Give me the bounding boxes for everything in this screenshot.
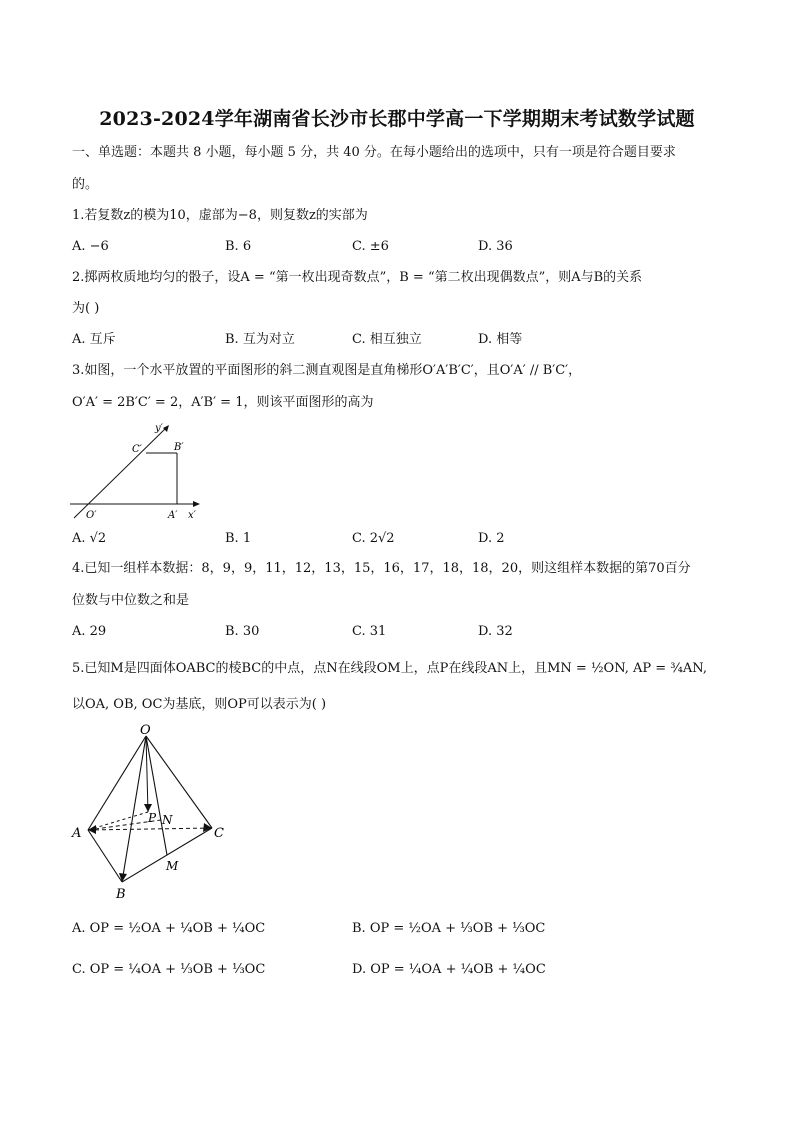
q5-option-b: B. OP = ½OA + ⅓OB + ⅓OC [352, 921, 546, 936]
q5-option-a: A. OP = ½OA + ¼OB + ¼OC [72, 921, 266, 936]
q4-option-b: B. 30 [225, 624, 260, 639]
q5-stem: 5.已知M是四面体OABC的棱BC的中点，点N在线段OM上，点P在线段AN上，且MN = ½ON, AP = ¾AN, [72, 661, 707, 676]
label-b: B [116, 887, 126, 902]
edge-ob [122, 736, 146, 882]
q4-option-c: C. 31 [352, 624, 387, 639]
label-c: C [214, 826, 224, 841]
q3-option-a: A. √2 [72, 531, 107, 546]
label-a: A [72, 826, 82, 841]
q3-stem-cont: O′A′ = 2B′C′ = 2，A′B′ = 1，则该平面图形的高为 [72, 395, 374, 410]
label-y: y′ [155, 423, 163, 434]
label-a: A′ [168, 510, 178, 521]
q2-option-d: D. 相等 [478, 332, 523, 347]
edge-om [146, 736, 167, 855]
q4-option-a: A. 29 [72, 624, 107, 639]
q4-stem: 4.已知一组样本数据：8，9，9，11，12，13，15，16，17，18，18，20，则这组样本数据的第70百分 [72, 561, 691, 576]
label-n: N [162, 813, 173, 827]
edge-bc [122, 828, 212, 882]
q5-stem-cont: 以OA, OB, OC为基底，则OP可以表示为( ) [72, 697, 327, 712]
section-heading: 一、单选题：本题共 8 小题，每小题 5 分，共 40 分。在每小题给出的选项中，只有一项是符合题目要求 [72, 145, 676, 160]
section-heading-cont: 的。 [72, 177, 99, 192]
edge-ac-dashed [88, 828, 212, 830]
edge-oa [88, 736, 146, 830]
q1-option-b: B. 6 [225, 239, 252, 254]
label-o: O′ [86, 510, 97, 521]
y-axis-arrow [163, 425, 169, 432]
label-m: M [166, 859, 179, 873]
q3-option-d: D. 2 [478, 531, 505, 546]
q4-stem-cont: 位数与中位数之和是 [72, 593, 190, 608]
label-x: x′ [188, 510, 196, 521]
label-b: B′ [174, 442, 184, 453]
label-c: C′ [132, 444, 142, 455]
q2-option-c: C. 相互独立 [352, 332, 422, 347]
arrow-b [119, 873, 127, 882]
page-title: 2023-2024学年湖南省长沙市长郡中学高一下学期期末考试数学试题 [99, 108, 695, 130]
q5-option-d: D. OP = ¼OA + ¼OB + ¼OC [352, 962, 546, 977]
label-p: P [148, 811, 157, 825]
q3-stem: 3.如图，一个水平放置的平面图形的斜二测直观图是直角梯形O′A′B′C′，且O′A′ // B′C′， [72, 363, 582, 378]
q1-stem: 1.若复数z的模为10，虚部为−8，则复数z的实部为 [72, 208, 368, 223]
q2-stem: 2.掷两枚质地均匀的骰子，设A = “第一枚出现奇数点”，B = “第二枚出现偶数点”，则A与B的关系 [72, 270, 643, 285]
q3-figure [66, 418, 216, 526]
q2-option-b: B. 互为对立 [225, 332, 295, 347]
q2-option-a: A. 互斥 [72, 332, 116, 347]
x-axis-arrow [193, 501, 200, 507]
q1-option-d: D. 36 [478, 239, 513, 254]
q1-option-c: C. ±6 [352, 239, 389, 254]
q5-figure [66, 724, 236, 904]
q3-option-c: C. 2√2 [352, 531, 395, 546]
q2-stem-cont: 为( ) [72, 301, 100, 316]
label-o: O [140, 724, 151, 738]
q1-option-a: A. −6 [72, 239, 109, 254]
q4-option-d: D. 32 [478, 624, 513, 639]
edge-ab [88, 830, 122, 882]
q5-option-c: C. OP = ¼OA + ⅓OB + ⅓OC [72, 962, 266, 977]
q3-option-b: B. 1 [225, 531, 252, 546]
